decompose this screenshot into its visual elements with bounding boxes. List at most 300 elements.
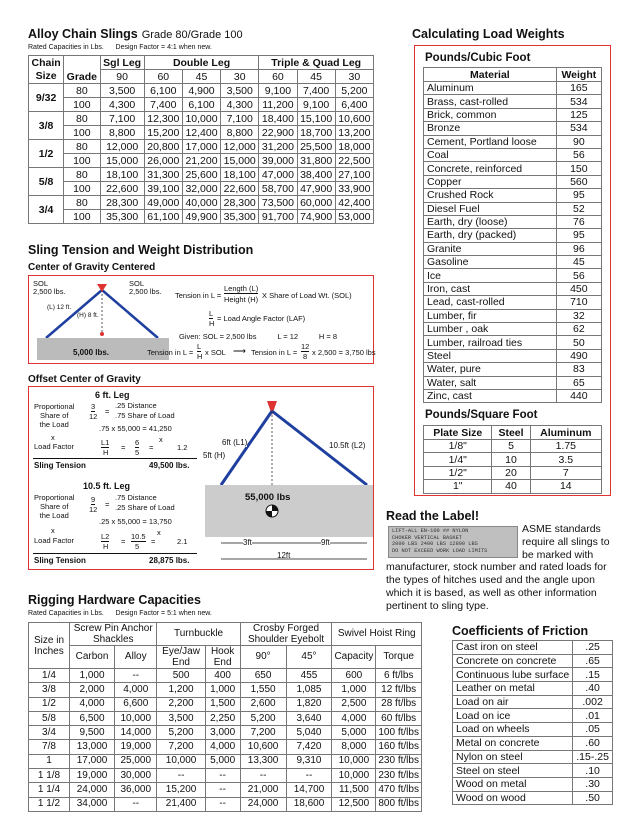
table-row — [29, 740, 422, 754]
material-weight: 490 — [556, 349, 601, 362]
leg10-sling-tension: Sling Tension — [34, 556, 86, 565]
formula-1-num: Length (L) — [224, 284, 259, 293]
table-cell: 58,700 — [259, 182, 297, 196]
table-cell: 12,400 — [182, 126, 220, 140]
table-cell: 12,000 — [100, 140, 144, 154]
table-cell: 470 ft/lbs — [376, 783, 422, 797]
table-cell: 1,820 — [286, 697, 332, 711]
table-cell: 38,400 — [297, 168, 335, 182]
table-row — [424, 349, 602, 362]
table-row — [453, 764, 613, 778]
table-cell: 7,100 — [221, 112, 259, 126]
table-row — [424, 135, 602, 148]
leg10-lf-num2: 10.5 — [131, 532, 146, 541]
material-weight: 90 — [556, 135, 601, 148]
table-row — [453, 641, 613, 655]
table-cell: 5,200 — [240, 711, 286, 725]
table-cell: 14,000 — [115, 726, 157, 740]
table-row — [424, 282, 602, 295]
table-cell: 2,600 — [240, 697, 286, 711]
alloy-grade: Grade 80/Grade 100 — [141, 29, 243, 41]
table-row — [424, 336, 602, 349]
rigging-subheader: Torque — [376, 646, 422, 669]
table-cell: 1 1/4 — [29, 783, 70, 797]
leg10-proportional: Proportional Share of the Load — [34, 493, 75, 520]
table-cell: 600 — [332, 669, 376, 683]
table-cell: 1,000 — [205, 683, 240, 697]
table-cell: 13,000 — [70, 740, 115, 754]
formula-3-pre: Tension in L = — [147, 348, 194, 357]
rigging-subheader: Alloy — [115, 646, 157, 669]
table-cell: 1/4" — [424, 453, 492, 466]
table-row — [29, 126, 374, 140]
table-row — [453, 736, 613, 750]
table-cell: 10,000 — [115, 711, 157, 725]
table-cell: 19,000 — [70, 769, 115, 783]
table-cell: 80 — [64, 112, 100, 126]
material-name: Earth, dry (loose) — [424, 215, 557, 228]
equals-sign: = — [149, 443, 154, 452]
table-row — [29, 754, 422, 768]
formula-2-den: H — [209, 319, 215, 328]
material-weight: 76 — [556, 215, 601, 228]
rigging-subheader: Capacity — [332, 646, 376, 669]
table-cell: 6,500 — [70, 711, 115, 725]
table-row — [424, 453, 602, 466]
friction-surface: Metal on concrete — [453, 736, 573, 750]
sling-tag-image — [388, 526, 518, 558]
leg6-lf-den2: 5 — [135, 448, 140, 457]
material-name: Iron, cast — [424, 282, 557, 295]
table-row — [29, 112, 374, 126]
table-row — [29, 669, 422, 683]
table-cell: 32,000 — [182, 182, 220, 196]
table-cell: 7,400 — [144, 98, 182, 112]
table-cell: 4,300 — [221, 98, 259, 112]
material-weight: 534 — [556, 95, 601, 108]
table-cell: 10 — [492, 453, 530, 466]
material-weight: 52 — [556, 202, 601, 215]
table-cell: 7,100 — [100, 112, 144, 126]
friction-surface: Load on wheels — [453, 723, 573, 737]
table-row — [424, 269, 602, 282]
table-cell: 60 ft/lbs — [376, 711, 422, 725]
table-cell: 13,300 — [240, 754, 286, 768]
friction-surface: Load on ice — [453, 709, 573, 723]
table-cell: 9,310 — [286, 754, 332, 768]
alloy-note: Rated Capacities in Lbs. Design Factor = 4:1 when new. — [28, 44, 212, 51]
header-steel: Steel — [492, 426, 530, 440]
table-row — [29, 196, 374, 210]
square-table — [423, 425, 602, 494]
material-name: Granite — [424, 242, 557, 255]
friction-surface: Concrete on concrete — [453, 654, 573, 668]
header-turnbuckle: Turnbuckle — [157, 623, 240, 646]
table-cell: -- — [157, 769, 205, 783]
material-name: Gasoline — [424, 256, 557, 269]
rigging-subheader: Carbon — [70, 646, 115, 669]
friction-title: Coefficients of Friction — [452, 624, 589, 638]
table-cell: 8,000 — [332, 740, 376, 754]
table-cell: 1 — [29, 754, 70, 768]
table-cell: 25,000 — [115, 754, 157, 768]
leg6-load-factor: Load Factor — [34, 442, 75, 451]
friction-table — [452, 640, 613, 805]
table-cell: 28 ft/lbs — [376, 697, 422, 711]
angle-header: 45 — [297, 70, 335, 84]
table-cell: 49,900 — [182, 210, 220, 224]
table-cell: 4,000 — [115, 683, 157, 697]
friction-value: .40 — [573, 682, 613, 696]
equals-sign: = — [151, 537, 156, 546]
formula-3-mid: x SOL — [205, 348, 226, 357]
label-text-1: ASME standards require all slings to be marked with — [522, 523, 610, 561]
table-cell: 33,900 — [335, 182, 373, 196]
header-plate-size: Plate Size — [424, 426, 492, 440]
table-cell: 2,250 — [205, 711, 240, 725]
offset-l1-label: 6ft (L1) — [222, 438, 248, 447]
material-name: Lumber, fir — [424, 309, 557, 322]
table-row — [29, 154, 374, 168]
friction-value: .002 — [573, 695, 613, 709]
cubic-title: Pounds/Cubic Foot — [425, 52, 531, 64]
table-cell: 1/8" — [424, 440, 492, 453]
tag-mid: CHOKER VERTICAL BASKET — [392, 535, 462, 541]
table-cell: 74,900 — [297, 210, 335, 224]
table-cell: 61,100 — [144, 210, 182, 224]
header-grade: Grade — [64, 56, 100, 84]
material-weight: 95 — [556, 189, 601, 202]
rigging-subheader: Hook End — [205, 646, 240, 669]
tag-top: LIFT-ALL EN-100 ## NYLON — [392, 528, 469, 534]
material-name: Brass, cast-rolled — [424, 95, 557, 108]
material-name: Concrete, reinforced — [424, 162, 557, 175]
table-row — [29, 783, 422, 797]
divider — [33, 458, 197, 459]
header-screw-pin: Screw Pin Anchor Shackles — [70, 623, 157, 646]
table-cell: 1,550 — [240, 683, 286, 697]
table-cell: 6,100 — [182, 98, 220, 112]
table-cell: 3,500 — [100, 84, 144, 98]
table-cell: -- — [115, 797, 157, 811]
equals-sign: = — [105, 407, 110, 416]
table-row — [424, 309, 602, 322]
table-cell: 2,200 — [157, 697, 205, 711]
table-cell: -- — [286, 769, 332, 783]
material-weight: 560 — [556, 175, 601, 188]
table-row — [424, 175, 602, 188]
table-row — [424, 108, 602, 121]
table-cell: 500 — [157, 669, 205, 683]
table-cell: 28,300 — [100, 196, 144, 210]
table-row — [424, 440, 602, 453]
table-cell: 49,000 — [144, 196, 182, 210]
material-name: Lumber, railroad ties — [424, 336, 557, 349]
table-row — [424, 189, 602, 202]
table-cell: 6,600 — [115, 697, 157, 711]
table-cell: 1 1/2 — [29, 797, 70, 811]
table-cell: 3,500 — [157, 711, 205, 725]
table-row — [29, 84, 374, 98]
table-cell: 1/4 — [29, 669, 70, 683]
header-double-leg: Double Leg — [144, 56, 259, 70]
leg10-x1: x — [51, 526, 55, 535]
table-cell: 18,100 — [100, 168, 144, 182]
table-cell: 34,000 — [70, 797, 115, 811]
table-row — [424, 229, 602, 242]
table-cell: 30,000 — [115, 769, 157, 783]
material-name: Steel — [424, 349, 557, 362]
material-name: Lumber , oak — [424, 323, 557, 336]
chain-size: 1/2 — [29, 140, 64, 168]
table-row — [424, 202, 602, 215]
leg6-lf-value: 1.2 — [177, 443, 188, 452]
formula-1-pre: Tension in L = — [175, 291, 222, 300]
table-row — [424, 466, 602, 479]
rigging-subheader: 90° — [240, 646, 286, 669]
table-cell: 3.5 — [530, 453, 601, 466]
table-cell: 100 — [64, 182, 100, 196]
material-weight: 65 — [556, 376, 601, 389]
table-cell: 15,200 — [157, 783, 205, 797]
table-cell: -- — [115, 669, 157, 683]
leg6-lf-num: L1 — [101, 438, 110, 447]
chain-size: 5/8 — [29, 168, 64, 196]
table-cell: 1,000 — [332, 683, 376, 697]
table-row — [453, 750, 613, 764]
friction-surface: Leather on metal — [453, 682, 573, 696]
table-row — [453, 695, 613, 709]
table-cell: 9,100 — [297, 98, 335, 112]
table-cell: 100 — [64, 154, 100, 168]
header-sgl-leg: Sgl Leg — [100, 56, 144, 70]
weights-box — [414, 45, 611, 496]
table-cell: 5,200 — [335, 84, 373, 98]
chain-size: 3/4 — [29, 196, 64, 224]
chain-size: 9/32 — [29, 84, 64, 112]
equals-sign: = — [105, 500, 110, 509]
offset-3ft-label: 3ft — [243, 538, 252, 547]
table-cell: 5,040 — [286, 726, 332, 740]
rigging-subheader: Eye/Jaw End — [157, 646, 205, 669]
table-row — [29, 797, 422, 811]
leg10-share: .25 Share of Load — [115, 503, 175, 512]
table-cell: 12,000 — [221, 140, 259, 154]
table-cell: 5 — [492, 440, 530, 453]
table-cell: 13,200 — [335, 126, 373, 140]
offset-gravity-box — [28, 386, 374, 570]
table-cell: 4,000 — [205, 740, 240, 754]
table-row — [453, 723, 613, 737]
sol-left-label: SOL 2,500 lbs. — [33, 279, 66, 296]
friction-value: .05 — [573, 723, 613, 737]
material-name: Water, pure — [424, 363, 557, 376]
table-cell: 36,000 — [115, 783, 157, 797]
table-cell: 17,000 — [182, 140, 220, 154]
table-cell: 22,900 — [259, 126, 297, 140]
header-material: Material — [424, 68, 557, 82]
offset-gravity-title: Offset Center of Gravity — [28, 374, 141, 385]
leg6-calc: .75 x 55,000 = 41,250 — [99, 424, 172, 433]
table-cell: 39,100 — [144, 182, 182, 196]
divider — [33, 553, 197, 554]
table-cell: 42,400 — [335, 196, 373, 210]
length-label: (L) 12 ft. — [47, 304, 72, 311]
header-size-inches: Size in Inches — [29, 623, 70, 669]
arrow-icon: ⟶ — [233, 346, 246, 356]
table-cell: 26,000 — [144, 154, 182, 168]
table-cell: 6,100 — [144, 84, 182, 98]
leg10-lf-den2: 5 — [135, 542, 140, 551]
leg10-title: 10.5 ft. Leg — [83, 481, 131, 491]
table-cell: 27,100 — [335, 168, 373, 182]
table-cell: 1,500 — [205, 697, 240, 711]
table-cell: 60,000 — [297, 196, 335, 210]
table-cell: 1/2 — [29, 697, 70, 711]
table-cell: 3,640 — [286, 711, 332, 725]
tag-nums: 2000 LBS 2400 LBS 12800 LBS — [392, 541, 478, 547]
given-values: Given: SOL = 2,500 lbs L = 12 H = 8 — [179, 332, 338, 341]
table-cell: 47,000 — [259, 168, 297, 182]
header-triple-leg: Triple & Quad Leg — [259, 56, 374, 70]
leg10-lf-value: 2.1 — [177, 537, 188, 546]
table-cell: 40,000 — [182, 196, 220, 210]
material-name: Coal — [424, 148, 557, 161]
table-cell: 31,800 — [297, 154, 335, 168]
table-cell: 80 — [64, 168, 100, 182]
weights-title: Calculating Load Weights — [412, 27, 565, 41]
table-row — [424, 296, 602, 309]
header-aluminum: Aluminum — [530, 426, 601, 440]
table-cell: 9,100 — [259, 84, 297, 98]
table-cell: 5,000 — [332, 726, 376, 740]
table-cell: 400 — [205, 669, 240, 683]
friction-surface: Load on air — [453, 695, 573, 709]
table-row — [29, 769, 422, 783]
material-name: Aluminum — [424, 82, 557, 95]
table-cell: 6,400 — [335, 98, 373, 112]
table-row — [424, 256, 602, 269]
material-weight: 96 — [556, 242, 601, 255]
table-cell: 47,900 — [297, 182, 335, 196]
material-name: Copper — [424, 175, 557, 188]
material-name: Cement, Portland loose — [424, 135, 557, 148]
rigging-title: Rigging Hardware Capacities — [28, 593, 201, 607]
table-cell: 24,000 — [70, 783, 115, 797]
friction-value: .10 — [573, 764, 613, 778]
leg10-frac-den: 12 — [89, 505, 98, 514]
sol-right-label: SOL 2,500 lbs. — [129, 279, 162, 296]
material-weight: 50 — [556, 336, 601, 349]
material-weight: 710 — [556, 296, 601, 309]
table-cell: 15,000 — [100, 154, 144, 168]
leg6-sling-tension: Sling Tension — [34, 461, 86, 470]
table-row — [29, 98, 374, 112]
friction-value: .15-.25 — [573, 750, 613, 764]
material-weight: 62 — [556, 323, 601, 336]
leg10-calc: .25 x 55,000 = 13,750 — [99, 517, 172, 526]
angle-header: 45 — [182, 70, 220, 84]
material-name: Water, salt — [424, 376, 557, 389]
material-weight: 450 — [556, 282, 601, 295]
header-size: Size — [29, 70, 64, 84]
table-cell: 18,400 — [259, 112, 297, 126]
rigging-subheader: 45° — [286, 646, 332, 669]
friction-surface: Continuous lube surface — [453, 668, 573, 682]
leg10-x2: x — [157, 528, 161, 537]
material-weight: 95 — [556, 229, 601, 242]
table-row — [424, 480, 602, 493]
table-row — [424, 148, 602, 161]
material-weight: 56 — [556, 269, 601, 282]
friction-value: .01 — [573, 709, 613, 723]
table-cell: 10,000 — [182, 112, 220, 126]
leg6-frac-den: 12 — [89, 412, 98, 421]
table-row — [29, 711, 422, 725]
chain-size: 3/8 — [29, 112, 64, 140]
table-row — [424, 215, 602, 228]
material-weight: 165 — [556, 82, 601, 95]
table-cell: 21,400 — [157, 797, 205, 811]
table-row — [29, 182, 374, 196]
table-cell: -- — [205, 769, 240, 783]
center-gravity-title: Center of Gravity Centered — [28, 262, 156, 273]
table-cell: 21,200 — [182, 154, 220, 168]
table-cell: 80 — [64, 84, 100, 98]
table-row — [453, 654, 613, 668]
angle-header: 60 — [144, 70, 182, 84]
leg6-proportional: Proportional Share of the Load — [34, 402, 75, 429]
table-cell: 15,000 — [221, 154, 259, 168]
weight-label: 5,000 lbs. — [73, 348, 110, 357]
friction-surface: Steel on steel — [453, 764, 573, 778]
tension-title: Sling Tension and Weight Distribution — [28, 243, 254, 257]
header-swivel: Swivel Hoist Ring — [332, 623, 422, 646]
label-text-2: manufacturer, stock number and rated loads for the types of hitches used and the angle upon which it is based, as well as other information pertinent to sling type. — [386, 561, 607, 612]
angle-header: 60 — [259, 70, 297, 84]
angle-header: 30 — [221, 70, 259, 84]
table-row — [424, 122, 602, 135]
table-cell: 7,420 — [286, 740, 332, 754]
table-cell: 91,700 — [259, 210, 297, 224]
table-row — [424, 376, 602, 389]
table-cell: 455 — [286, 669, 332, 683]
table-cell: 39,000 — [259, 154, 297, 168]
angle-header: 90 — [100, 70, 144, 84]
leg6-distance: .25 Distance — [115, 401, 157, 410]
table-cell: 3,500 — [221, 84, 259, 98]
table-cell: 1,200 — [157, 683, 205, 697]
table-cell: 18,100 — [221, 168, 259, 182]
table-cell: 14 — [530, 480, 601, 493]
equals-sign: = — [121, 537, 126, 546]
table-row — [424, 95, 602, 108]
table-cell: 18,600 — [286, 797, 332, 811]
table-cell: 1,085 — [286, 683, 332, 697]
leg6-sling-tension-value: 49,500 lbs. — [149, 461, 190, 470]
offset-weight-label: 55,000 lbs — [245, 492, 291, 503]
leg10-distance: .75 Distance — [115, 493, 157, 502]
material-name: Brick, common — [424, 108, 557, 121]
material-weight: 56 — [556, 148, 601, 161]
formula-3-post: x 2,500 = 3,750 lbs — [312, 348, 376, 357]
material-name: Diesel Fuel — [424, 202, 557, 215]
table-cell: 1" — [424, 480, 492, 493]
table-cell: 1.75 — [530, 440, 601, 453]
height-label: (H) 8 ft. — [77, 312, 99, 319]
material-weight: 150 — [556, 162, 601, 175]
formula-3-num: L — [197, 342, 202, 351]
